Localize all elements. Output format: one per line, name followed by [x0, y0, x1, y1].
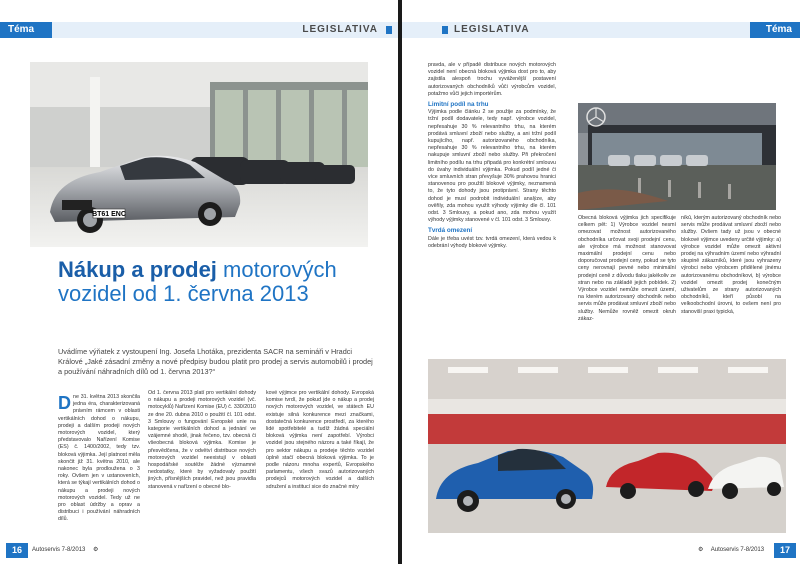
right-column-3: níků, kterým autorizovaný obchodník nebo servis může prodávat smluvní zboží nebo služby. Ovšem tady už jsou v obecné blokové výjimce uvedeny určité výjimky: a) výrobce vozidel může omezit aktivní prodej na výhradním území nebo výhradní skupině zákazníků, které jsou vyhrazeny výrobci nebo výrobcem přidělené jinému autorizovanému obchodníkovi, b) výrobce vozidel omezit prodej konečným uživatelům ze strany autorizovaných obchodníků, kteří působí na velkoobchodní úrovni, to ovšem není pro stanoviší praxi typická,: [681, 215, 781, 315]
right-page: [402, 0, 800, 564]
page-number: 17: [774, 543, 796, 558]
subheading-hard-restrictions: Tvrdá omezení: [428, 227, 473, 235]
section-bar: [402, 22, 750, 38]
topic-tag: Téma: [746, 22, 800, 38]
page-number: 16: [6, 543, 28, 558]
article-intro: Uvádíme výňatek z vystoupení Ing. Josefa Lhotáka, prezidenta SACR na semináři v Hradci Králové „Jaké zásadní změny a nové předpisy budou platit pro prodej a servis automobilů i prodej a používání náhradních dílů od 1. června 2013?“: [58, 347, 373, 376]
headline-rest: motorových vozidel od 1. června 2013: [58, 257, 337, 306]
showroom-cars-art: [428, 359, 786, 533]
left-column-3: kové výjimce pro vertikální dohody. Evropská komise tvrdí, že pokud jde o nákup a prodej nových motorových vozidel, ve státech EU existuje silná konkurence mezi značkami, dostatečná konkurence prostředí, za kterého lidé spotřebitelé a tudíž žádná speciální bloková výjimka není zapotřebí. Výrobci vozidel jsou stejného názoru a také říkají, že pro sektor nákupu a prodeje těchto vozidel úplně stačí obecná bloková výjimka. To je podle názoru mnoha expertů, Evropského parlamentu, všech svazů autorizovaných prodejců motorových vozidel a dalších sdružení a institucí sice do značné míry: [266, 390, 374, 490]
right-column-2: Obecná bloková výjimka jich specifikuje celkem pět: 1) Výrobce vozidel nesmí omezovat možnost autorizovaného obchodníka určovat svoji prodejní cenu, ale výrobce má možnost stanovovat maximální prodejní cenu nebo doporučovat prodejní ceny, pokud se tyto ceny nerovnají pevné nebo minimální prodejní ceně z důvodu tlaku jakékoliv ze stran nebo na základě jejich pobídek. 2) Výrobce vozidel nemůže omezit území, na kterém autorizovaný obchodník nebo servis může prodávat smluvní zboží nebo služby. Nemůže rovněž omezit okruh zákaz-: [578, 215, 676, 322]
topic-tag: Téma: [0, 22, 58, 38]
motorcycle-icon: ⚙: [93, 547, 99, 553]
section-marker: [386, 26, 392, 34]
showroom-photo-art: [30, 62, 368, 247]
drop-cap: D: [58, 394, 71, 413]
motorcycle-icon: ⚙: [698, 547, 704, 553]
showroom-cars-photo: [428, 359, 786, 533]
page-footer: [698, 544, 764, 556]
subheading-market-share: Limitní podíl na trhu: [428, 101, 489, 109]
left-column-2: Od 1. června 2013 platí pro vertikální dohody o nákupu a prodeji motorových vozidel (vč. motocyklů) Nařízení Komise (EU) č. 330/2010 ze dne 20. dubna 2010 o použití čl. 101 odst. 3 Smlouvy o fungování Evropské unie na kategorie vertikálních dohod a jednání ve vzájemné shodě, jinak řečeno, tzv. obecná či všeobecná bloková výjimka. Komise je přesvědčena, že v odvětví distribuce nových motorových vozidel neexistují v oblasti hospodářské soutěže žádné významné nedostatky, které by vyžadovaly použití jiných, přísnějších pravidel, než jsou pravidla stanovená v nařízení o obecné blo-: [148, 390, 256, 490]
article-headline: [58, 258, 378, 306]
footer-text: Autoservis 7-8/2013: [32, 547, 86, 553]
dealership-exterior-photo: [578, 103, 776, 210]
section-label: LEGISLATIVA: [302, 24, 378, 35]
section-marker: [442, 26, 448, 34]
showroom-photo: [30, 62, 368, 247]
headline-bold: Nákup a prodej: [58, 257, 217, 282]
right-column-1: [428, 62, 556, 352]
column-text: ne 31. května 2013 skončila jedna éra, charakterizovaná právním rámcem v oblasti vertikálních dohod o nákupu, prodeji a dalším prodeji nových motorových vozidel, který představovalo Nařízení Komise (ES) č. 1400/2002, tedy tzv. bloková výjimka. Její platnost měla skončit již 31. května 2010, ale nakonec byla prodloužena o 3 roky. Ovšem jen v ustanoveních, která se týkají vertikálních dohod o nákupu a prodeji nových motorových vozidel. Tedy už ne pro oblast údržby a oprav a distribuci i používání náhradních dílů.: [58, 394, 140, 523]
column-text: pravda, ale v případě distribuce nových motorových vozidel není obecná bloková výjimka dost pro to, aby zajistila alespoň trochu vyváženější postavení autorizovaných obchodníků vůči výrobcům vozidel, potažmo vůči jejich importérům.: [428, 62, 556, 97]
section-bar: [52, 22, 398, 38]
left-column-1: [58, 394, 140, 540]
column-text: Výjimka podle článku 2 se použije za podmínky, že tržní podíl dodavatele, tedy např. výrobce vozidel, nepřesahuje 30 % relevantního trhu, na kterém prodává smluvní zboží nebo služby, a ani tržní podíl kupujícího, např. autorizovaného obchodníka, nepřesahuje 30 % relevantního trhu, na kterém nakupuje smluvní zboží nebo služby. Při překročení limitního podílu na trhu připadá pro konkrétní smlouvu do úvahy individuální výjimka. Pokud podíl jedné či více smluvních stran převyšuje 30% prahovou hranici stanovenou pro použití blokové výjimky, neznamená to, že tyto dohody jsou protiprávní. Strany těchto dohod je musí podrobit individuální analýze, aby ověřily, zda mohou využít výhody výjimky dle čl. 101 odst. 3 Smlouvy, a pokud ano, zda mohou využít výhody výjimky stanovené v čl. 101 odst. 3 Smlouvy.: [428, 109, 556, 224]
dealership-photo-art: [578, 103, 776, 210]
license-plate: BT61 ENC: [92, 211, 126, 218]
left-page: [0, 0, 398, 564]
column-text: Dále je třeba uvést tzv. tvrdá omezení, která vedou k odebrání výhody blokové výjimky.: [428, 235, 556, 249]
footer-text: Autoservis 7-8/2013: [710, 547, 765, 553]
section-label: LEGISLATIVA: [454, 24, 530, 35]
page-footer: [32, 544, 98, 556]
